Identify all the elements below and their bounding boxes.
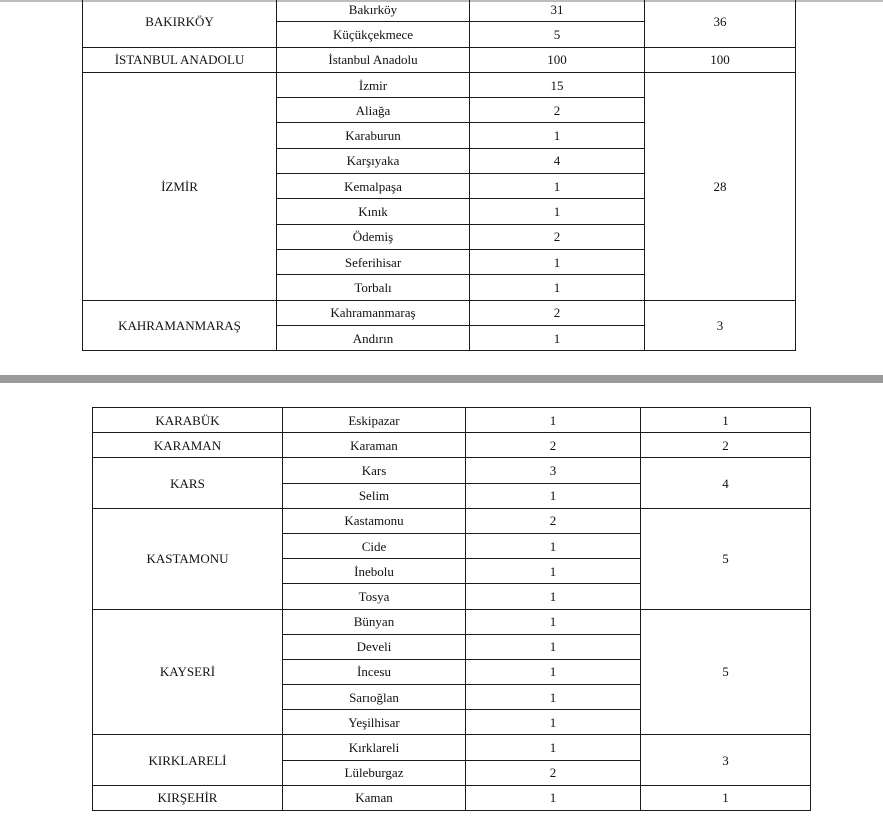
- district-count-cell: 1: [470, 275, 645, 300]
- district-cell: Tosya: [283, 584, 466, 609]
- table-row: [83, 300, 796, 325]
- province-cell: KAHRAMANMARAŞ: [83, 300, 277, 351]
- province-total-cell: 5: [641, 609, 811, 735]
- table-row: [93, 609, 811, 634]
- district-count-table-page-2: [92, 407, 811, 811]
- district-count-cell: 5: [470, 22, 645, 47]
- province-cell: KASTAMONU: [93, 508, 283, 609]
- district-count-cell: 1: [470, 174, 645, 199]
- district-cell: Kırklareli: [283, 735, 466, 760]
- table-row: [83, 72, 796, 97]
- district-count-cell: 1: [466, 710, 641, 735]
- district-cell: Selim: [283, 483, 466, 508]
- district-count-cell: 1: [466, 533, 641, 558]
- province-total-cell: 100: [645, 47, 796, 72]
- province-total-cell: 3: [645, 300, 796, 351]
- district-cell: Torbalı: [277, 275, 470, 300]
- district-cell: Cide: [283, 533, 466, 558]
- district-cell: Kars: [283, 458, 466, 483]
- district-count-cell: 1: [470, 325, 645, 350]
- district-cell: Kaman: [283, 785, 466, 810]
- district-count-cell: 3: [466, 458, 641, 483]
- district-count-cell: 100: [470, 47, 645, 72]
- province-total-cell: 1: [641, 408, 811, 433]
- district-cell: Karaman: [283, 433, 466, 458]
- district-count-cell: 1: [466, 408, 641, 433]
- district-count-cell: 4: [470, 148, 645, 173]
- district-count-cell: 2: [466, 508, 641, 533]
- district-cell: Eskipazar: [283, 408, 466, 433]
- province-cell: İZMİR: [83, 72, 277, 300]
- table-row: [83, 0, 796, 22]
- district-cell: Kastamonu: [283, 508, 466, 533]
- page-1-table: [82, 0, 796, 351]
- district-cell: Kınık: [277, 199, 470, 224]
- district-cell: Bünyan: [283, 609, 466, 634]
- page-2-table: [92, 407, 811, 811]
- district-count-cell: 1: [466, 659, 641, 684]
- district-count-cell: 15: [470, 72, 645, 97]
- district-cell: Karşıyaka: [277, 148, 470, 173]
- district-cell: Sarıoğlan: [283, 685, 466, 710]
- district-cell: Andırın: [277, 325, 470, 350]
- district-cell: Küçükçekmece: [277, 22, 470, 47]
- district-count-cell: 31: [470, 0, 645, 22]
- province-total-cell: 28: [645, 72, 796, 300]
- district-cell: Seferihisar: [277, 249, 470, 274]
- district-cell: İnebolu: [283, 559, 466, 584]
- district-cell: Lüleburgaz: [283, 760, 466, 785]
- district-count-cell: 1: [466, 785, 641, 810]
- district-count-cell: 1: [466, 584, 641, 609]
- district-count-cell: 1: [466, 685, 641, 710]
- province-cell: KARAMAN: [93, 433, 283, 458]
- province-cell: KIRŞEHİR: [93, 785, 283, 810]
- district-cell: Yeşilhisar: [283, 710, 466, 735]
- province-cell: KARS: [93, 458, 283, 508]
- district-cell: İncesu: [283, 659, 466, 684]
- district-count-cell: 2: [470, 224, 645, 249]
- district-count-cell: 1: [466, 559, 641, 584]
- table-row: [93, 508, 811, 533]
- table-row: [93, 785, 811, 810]
- district-count-cell: 2: [470, 98, 645, 123]
- district-count-cell: 2: [470, 300, 645, 325]
- district-count-cell: 1: [466, 735, 641, 760]
- province-cell: KAYSERİ: [93, 609, 283, 735]
- district-cell: Ödemiş: [277, 224, 470, 249]
- table-row: [93, 408, 811, 433]
- district-count-cell: 1: [466, 609, 641, 634]
- province-total-cell: 5: [641, 508, 811, 609]
- table-row: [83, 47, 796, 72]
- table-row: [93, 735, 811, 760]
- district-cell: Bakırköy: [277, 0, 470, 22]
- district-count-cell: 1: [470, 199, 645, 224]
- district-cell: İstanbul Anadolu: [277, 47, 470, 72]
- province-total-cell: 36: [645, 0, 796, 47]
- district-cell: Kemalpaşa: [277, 174, 470, 199]
- table-row: [93, 458, 811, 483]
- district-count-cell: 1: [470, 249, 645, 274]
- province-total-cell: 2: [641, 433, 811, 458]
- district-count-cell: 1: [466, 483, 641, 508]
- province-total-cell: 3: [641, 735, 811, 785]
- district-cell: Kahramanmaraş: [277, 300, 470, 325]
- district-cell: Develi: [283, 634, 466, 659]
- district-cell: Karaburun: [277, 123, 470, 148]
- province-cell: İSTANBUL ANADOLU: [83, 47, 277, 72]
- province-cell: KARABÜK: [93, 408, 283, 433]
- district-count-cell: 2: [466, 760, 641, 785]
- district-count-cell: 1: [470, 123, 645, 148]
- district-count-cell: 2: [466, 433, 641, 458]
- district-count-table-page-1: [82, 0, 796, 351]
- page-divider: [0, 375, 883, 383]
- province-total-cell: 1: [641, 785, 811, 810]
- district-count-cell: 1: [466, 634, 641, 659]
- province-cell: KIRKLARELİ: [93, 735, 283, 785]
- district-cell: Aliağa: [277, 98, 470, 123]
- district-cell: İzmir: [277, 72, 470, 97]
- province-total-cell: 4: [641, 458, 811, 508]
- table-row: [93, 433, 811, 458]
- province-cell: BAKIRKÖY: [83, 0, 277, 47]
